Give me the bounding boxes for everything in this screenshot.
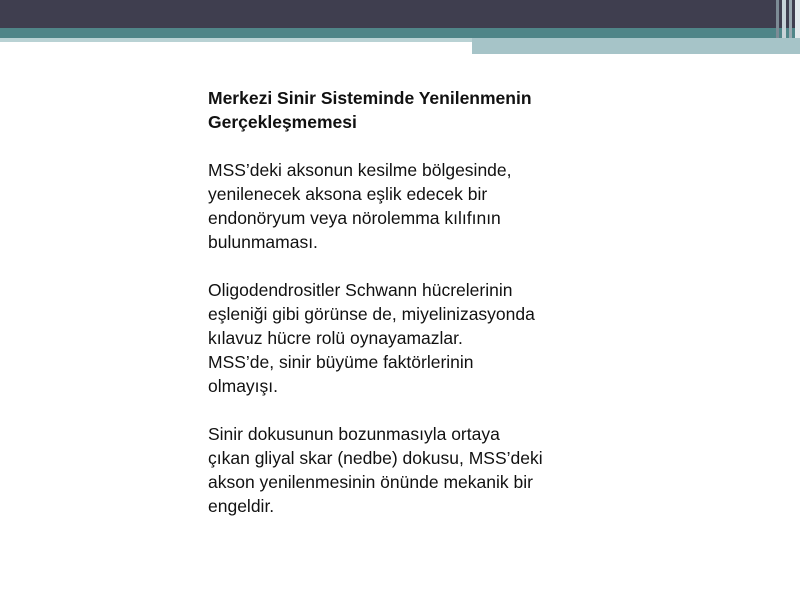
teal-stripe [0, 28, 800, 38]
text-line: endonöryum veya nörolemma kılıfının [208, 208, 501, 228]
text-line: olmayışı. [208, 376, 279, 396]
corner-bar [795, 0, 800, 38]
text-line: engeldir. [208, 496, 275, 516]
text-line: çıkan gliyal skar (nedbe) dokusu, MSS’deki [208, 448, 543, 468]
text-line: bulunmaması. [208, 232, 318, 252]
corner-bar [789, 0, 792, 38]
slide-title [208, 86, 608, 134]
text-line: MSS’de, sinir büyüme faktörlerinin [208, 352, 474, 372]
light-stripe-left [0, 38, 472, 42]
light-stripe-right [472, 38, 800, 54]
text-line: Oligodendrositler Schwann hücrelerinin [208, 280, 513, 300]
corner-bar [776, 0, 779, 38]
text-line: kılavuz hücre rolü oynayamazlar. [208, 328, 463, 348]
title-line: Gerçekleşmemesi [208, 112, 357, 132]
text-line: MSS’deki aksonun kesilme bölgesinde, [208, 160, 512, 180]
paragraph-glial-scar [208, 422, 608, 518]
text-line: akson yenilenmesinin önünde mekanik bir [208, 472, 533, 492]
text-line: yenilenecek aksona eşlik edecek bir [208, 184, 488, 204]
paragraph-axon-cut [208, 158, 608, 254]
title-line: Merkezi Sinir Sisteminde Yenilenmenin [208, 88, 532, 108]
text-line: eşleniği gibi görünse de, miyelinizasyonda [208, 304, 535, 324]
paragraph-oligodendrocytes [208, 278, 608, 398]
header-band [0, 0, 800, 28]
corner-bar [782, 0, 786, 38]
text-line: Sinir dokusunun bozunmasıyla ortaya [208, 424, 500, 444]
corner-decoration [772, 0, 800, 38]
slide-content [208, 86, 608, 518]
